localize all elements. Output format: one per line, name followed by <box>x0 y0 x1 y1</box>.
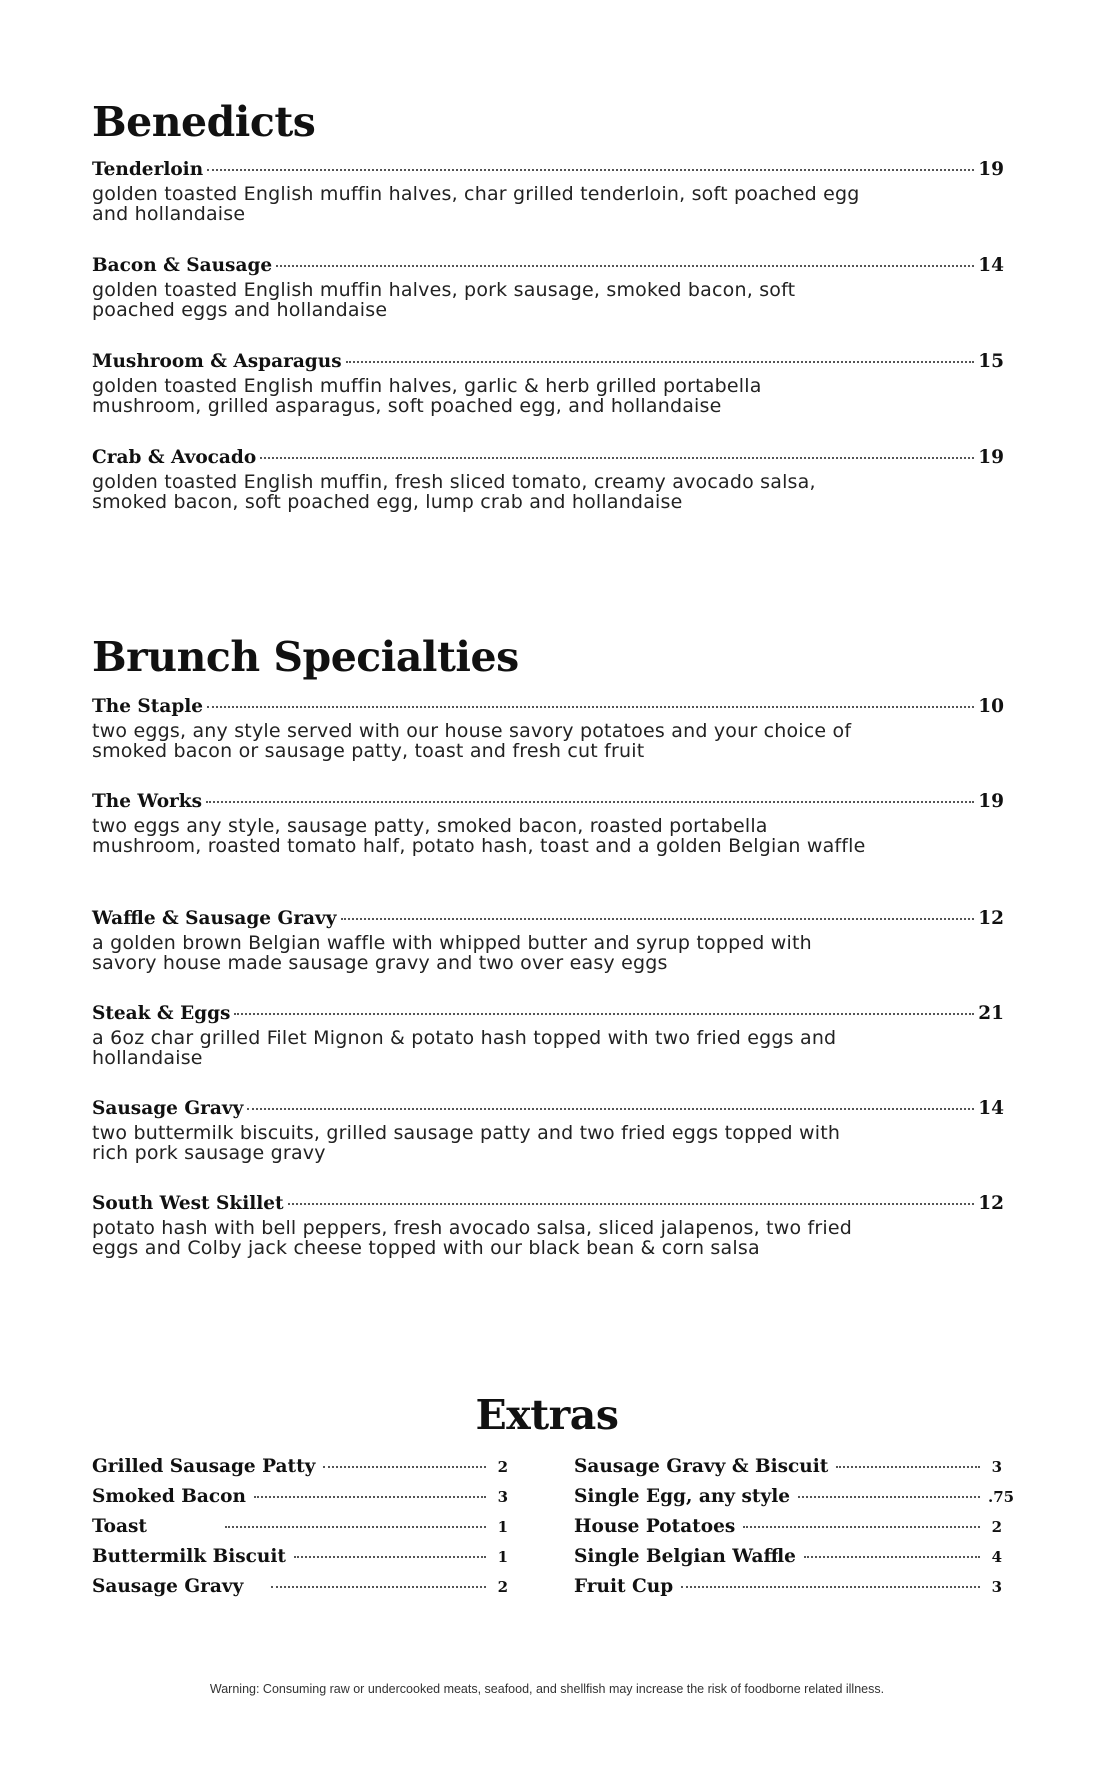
extras-item-name: Smoked Bacon <box>92 1486 246 1507</box>
item-price: 15 <box>978 351 1004 372</box>
menu-item <box>92 255 1004 351</box>
dot-leader <box>206 801 974 803</box>
menu-item <box>92 1098 1004 1193</box>
item-price: 10 <box>978 696 1004 717</box>
extras-item-name: Sausage Gravy <box>92 1576 244 1597</box>
item-name: Mushroom & Asparagus <box>92 351 342 372</box>
extras-item-price: 1 <box>497 1548 508 1566</box>
extras-item <box>574 1456 1002 1486</box>
item-description: two eggs any style, sausage patty, smoked bacon, roasted portabella mushroom, roasted tomato half, potato hash, toast and a golden Belgian waffle <box>92 815 866 857</box>
menu-item <box>92 908 1004 1003</box>
foodborne-illness-warning: Warning: Consuming raw or undercooked meats, seafood, and shellfish may increase the risk of foodborne related illness. <box>209 1682 885 1696</box>
item-description: golden toasted English muffin, fresh sliced tomato, creamy avocado salsa, smoked bacon, soft poached egg, lump crab and hollandaise <box>92 471 816 513</box>
menu-item <box>92 351 1004 447</box>
extras-item-name: Toast <box>92 1516 147 1537</box>
item-price: 12 <box>978 908 1004 929</box>
item-name: Crab & Avocado <box>92 447 257 468</box>
extras-item-price: 3 <box>991 1458 1002 1476</box>
item-price: 21 <box>978 1003 1004 1024</box>
extras-item <box>92 1456 508 1486</box>
extras-item-price: 2 <box>991 1518 1002 1536</box>
item-description: golden toasted English muffin halves, char grilled tenderloin, soft poached egg and hollandaise <box>92 183 860 225</box>
extras-item <box>92 1516 508 1546</box>
menu-item <box>92 696 1004 791</box>
dot-leader <box>225 1526 486 1528</box>
dot-leader <box>207 169 974 171</box>
menu-item <box>92 791 1004 908</box>
extras-item-price: 4 <box>991 1548 1002 1566</box>
item-name: The Works <box>92 791 203 812</box>
dot-leader <box>323 1466 486 1468</box>
dot-leader <box>271 1586 486 1588</box>
extras-item-price: 3 <box>497 1488 508 1506</box>
item-name: Steak & Eggs <box>92 1003 231 1024</box>
extras-item-price: .75 <box>988 1488 1015 1506</box>
item-name: Tenderloin <box>92 159 204 180</box>
item-description: golden toasted English muffin halves, garlic & herb grilled portabella mushroom, grilled asparagus, soft poached egg, and hollandaise <box>92 375 762 417</box>
extras-item-name: Fruit Cup <box>574 1576 674 1597</box>
dot-leader <box>260 457 974 459</box>
item-price: 19 <box>978 447 1004 468</box>
item-description: a 6oz char grilled Filet Mignon & potato hash topped with two fried eggs and hollandaise <box>92 1027 837 1069</box>
extras-item <box>92 1546 508 1576</box>
extras-item-price: 2 <box>497 1578 508 1596</box>
item-price: 14 <box>978 1098 1004 1119</box>
extras-item-name: Buttermilk Biscuit <box>92 1546 286 1567</box>
item-name: Sausage Gravy <box>92 1098 244 1119</box>
extras-item <box>574 1516 1002 1546</box>
extras-item-name: Grilled Sausage Patty <box>92 1456 316 1477</box>
item-description: potato hash with bell peppers, fresh avocado salsa, sliced jalapenos, two fried eggs and Colby jack cheese topped with our black bean & corn salsa <box>92 1217 853 1259</box>
extras-item <box>92 1486 508 1516</box>
dot-leader <box>836 1466 980 1468</box>
benedicts-list <box>92 159 1004 543</box>
item-description: two eggs, any style served with our house savory potatoes and your choice of smoked bacon or sausage patty, toast and fresh cut fruit <box>92 720 852 762</box>
extras-item-name: Sausage Gravy & Biscuit <box>574 1456 829 1477</box>
brunch-specialties-list <box>92 696 1004 1310</box>
menu-item <box>92 1193 1004 1310</box>
extras-item-price: 2 <box>497 1458 508 1476</box>
extras-item <box>92 1576 508 1606</box>
extras-list-left <box>92 1456 508 1606</box>
dot-leader <box>804 1556 980 1558</box>
dot-leader <box>681 1586 980 1588</box>
dot-leader <box>254 1496 486 1498</box>
menu-item <box>92 447 1004 543</box>
dot-leader <box>798 1496 980 1498</box>
item-name: The Staple <box>92 696 204 717</box>
item-description: two buttermilk biscuits, grilled sausage patty and two fried eggs topped with rich pork sausage gravy <box>92 1122 841 1164</box>
menu-item <box>92 1003 1004 1098</box>
dot-leader <box>743 1526 980 1528</box>
section-title-brunch-specialties: Brunch Specialties <box>92 633 519 681</box>
item-price: 14 <box>978 255 1004 276</box>
item-price: 19 <box>978 791 1004 812</box>
extras-item-name: Single Egg, any style <box>574 1486 791 1507</box>
extras-item-name: House Potatoes <box>574 1516 736 1537</box>
extras-item-name: Single Belgian Waffle <box>574 1546 796 1567</box>
dot-leader <box>207 706 974 708</box>
item-description: a golden brown Belgian waffle with whipped butter and syrup topped with savory house made sausage gravy and two over easy eggs <box>92 932 812 974</box>
item-price: 12 <box>978 1193 1004 1214</box>
extras-item <box>574 1486 1015 1516</box>
dot-leader <box>288 1203 975 1205</box>
menu-item <box>92 159 1004 255</box>
dot-leader <box>247 1108 974 1110</box>
extras-item <box>574 1576 1002 1606</box>
extras-item-price: 1 <box>497 1518 508 1536</box>
dot-leader <box>276 265 974 267</box>
extras-item <box>574 1546 1002 1576</box>
section-title-benedicts: Benedicts <box>92 98 316 146</box>
item-name: Waffle & Sausage Gravy <box>92 908 337 929</box>
dot-leader <box>234 1013 974 1015</box>
extras-item-price: 3 <box>991 1578 1002 1596</box>
dot-leader <box>294 1556 486 1558</box>
extras-list-right <box>574 1456 1015 1606</box>
section-title-extras: Extras <box>475 1391 619 1439</box>
item-name: Bacon & Sausage <box>92 255 273 276</box>
item-description: golden toasted English muffin halves, pork sausage, smoked bacon, soft poached eggs and hollandaise <box>92 279 796 321</box>
item-name: South West Skillet <box>92 1193 284 1214</box>
item-price: 19 <box>978 159 1004 180</box>
dot-leader <box>341 918 975 920</box>
dot-leader <box>346 361 975 363</box>
